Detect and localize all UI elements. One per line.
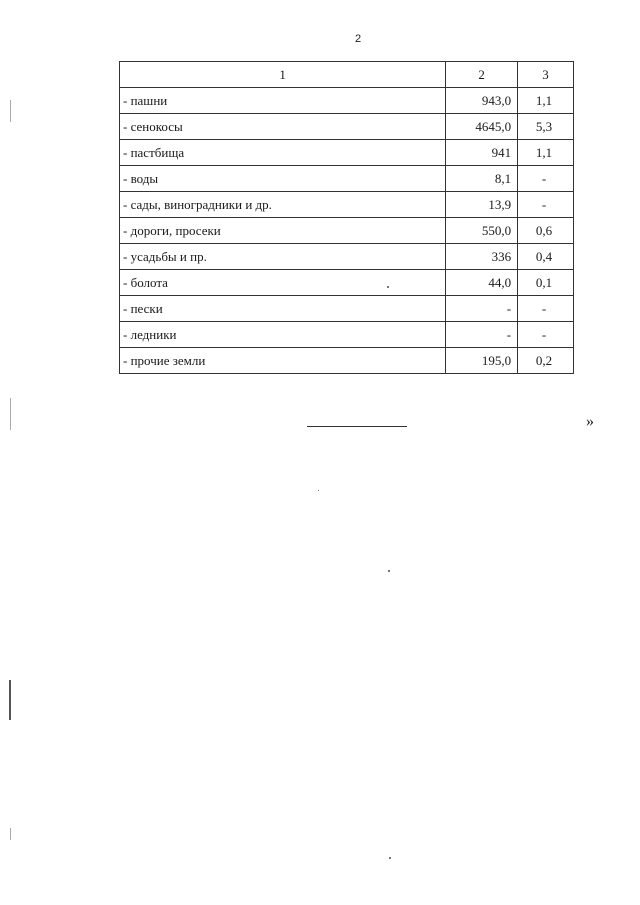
scan-noise — [10, 398, 11, 430]
area-cell: - — [446, 322, 518, 348]
scan-noise — [388, 570, 390, 572]
land-category-cell: - воды — [120, 166, 446, 192]
percent-cell: 0,6 — [518, 218, 574, 244]
header-cell: 1 — [120, 62, 446, 88]
land-category-cell: - ледники — [120, 322, 446, 348]
land-category-cell: - сады, виноградники и др. — [120, 192, 446, 218]
area-cell: 941 — [446, 140, 518, 166]
percent-cell: 0,2 — [518, 348, 574, 374]
table-row — [120, 270, 574, 296]
table-row — [120, 166, 574, 192]
percent-cell: 0,1 — [518, 270, 574, 296]
closing-quote: » — [586, 413, 594, 430]
land-category-cell: - пашни — [120, 88, 446, 114]
percent-cell: - — [518, 166, 574, 192]
table-header-row — [120, 62, 574, 88]
percent-cell: 1,1 — [518, 88, 574, 114]
area-cell: - — [446, 296, 518, 322]
table-row — [120, 348, 574, 374]
table-row — [120, 218, 574, 244]
percent-cell: - — [518, 296, 574, 322]
table-row — [120, 114, 574, 140]
percent-cell: 1,1 — [518, 140, 574, 166]
scan-noise — [389, 857, 391, 859]
scan-noise — [387, 286, 389, 288]
area-cell: 44,0 — [446, 270, 518, 296]
area-cell: 8,1 — [446, 166, 518, 192]
scan-noise — [9, 680, 11, 720]
scan-noise — [318, 490, 319, 491]
table-row — [120, 192, 574, 218]
area-cell: 550,0 — [446, 218, 518, 244]
percent-cell: - — [518, 192, 574, 218]
header-cell: 3 — [518, 62, 574, 88]
land-category-cell: - болота — [120, 270, 446, 296]
land-category-cell: - дороги, просеки — [120, 218, 446, 244]
land-category-cell: - сенокосы — [120, 114, 446, 140]
table-row — [120, 140, 574, 166]
land-category-cell: - прочие земли — [120, 348, 446, 374]
percent-cell: 0,4 — [518, 244, 574, 270]
area-cell: 943,0 — [446, 88, 518, 114]
area-cell: 4645,0 — [446, 114, 518, 140]
scan-noise — [10, 828, 11, 840]
land-category-cell: - пески — [120, 296, 446, 322]
land-use-table — [119, 61, 574, 374]
percent-cell: - — [518, 322, 574, 348]
table-row — [120, 88, 574, 114]
scan-noise — [10, 100, 11, 122]
page-number: 2 — [354, 33, 362, 45]
area-cell: 336 — [446, 244, 518, 270]
table-row — [120, 296, 574, 322]
area-cell: 13,9 — [446, 192, 518, 218]
percent-cell: 5,3 — [518, 114, 574, 140]
header-cell: 2 — [446, 62, 518, 88]
land-category-cell: - усадьбы и пр. — [120, 244, 446, 270]
table-row — [120, 244, 574, 270]
land-category-cell: - пастбища — [120, 140, 446, 166]
table-row — [120, 322, 574, 348]
end-rule — [307, 426, 407, 427]
area-cell: 195,0 — [446, 348, 518, 374]
